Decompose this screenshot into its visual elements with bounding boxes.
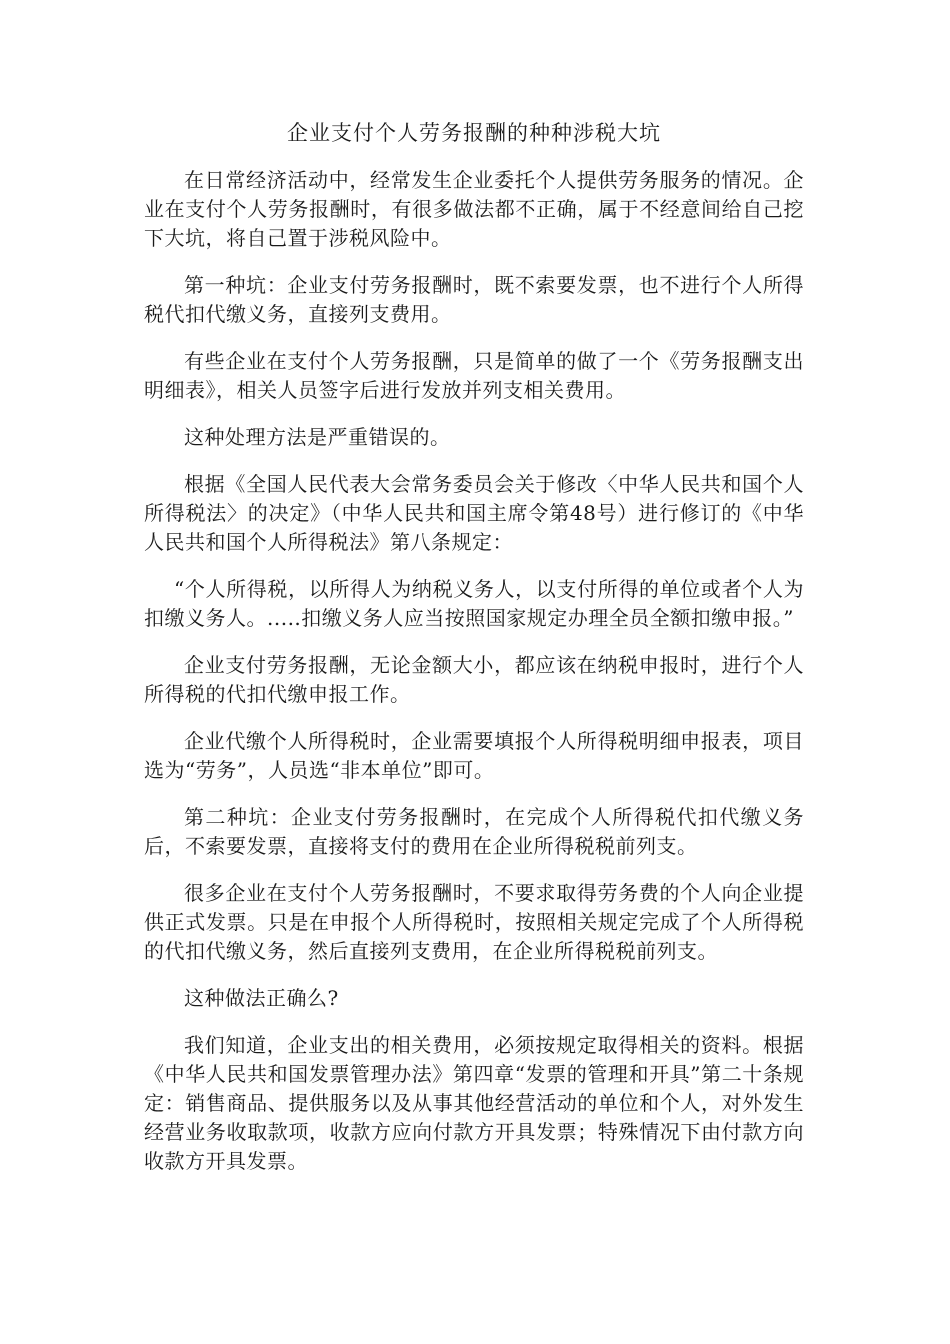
paragraph-question: 这种做法正确么? (184, 986, 339, 1010)
paragraph-declaration-requirement: 企业支付劳务报酬，无论金额大小，都应该在纳税申报时，进行个人所得税的代扣代缴申报工作。 (144, 653, 804, 706)
paragraph-first-pit-verdict: 这种处理方法是严重错误的。 (184, 425, 451, 449)
paragraph-law-reference: 根据《全国人民代表大会常务委员会关于修改〈中华人民共和国个人所得税法〉的决定》（中华人民共和国主席令第48号）进行修订的《中华人民共和国个人所得税法》第八条规定： (144, 472, 804, 554)
paragraph-second-pit: 第二种坑：企业支付劳务报酬时，在完成个人所得税代扣代缴义务后，不索要发票，直接将支付的费用在企业所得税税前列支。 (144, 805, 804, 858)
document-page (144, 118, 804, 1194)
paragraph-second-pit-detail: 很多企业在支付个人劳务报酬时，不要求取得劳务费的个人向企业提供正式发票。只是在申报个人所得税时，按照相关规定完成了个人所得税的代扣代缴义务，然后直接列支费用，在企业所得税税前列支。 (144, 881, 804, 963)
document-title: 企业支付个人劳务报酬的种种涉税大坑 (287, 121, 661, 145)
paragraph-invoice-rule: 我们知道，企业支出的相关费用，必须按规定取得相关的资料。根据《中华人民共和国发票管理办法》第四章“发票的管理和开具”第二十条规定：销售商品、提供服务以及从事其他经营活动的单位和个人，对外发生经营业务收取款项，收款方应向付款方开具发票；特殊情况下由付款方向收款方开具发票。 (144, 1033, 804, 1173)
paragraph-intro: 在日常经济活动中，经常发生企业委托个人提供劳务服务的情况。企业在支付个人劳务报酬时，有很多做法都不正确，属于不经意间给自己挖下大坑，将自己置于涉税风险中。 (144, 168, 804, 250)
paragraph-law-quote: “个人所得税，以所得人为纳税义务人，以支付所得的单位或者个人为扣缴义务人。.....扣缴义务人应当按照国家规定办理全员全额扣缴申报。” (144, 577, 804, 630)
paragraph-declaration-method: 企业代缴个人所得税时，企业需要填报个人所得税明细申报表，项目选为“劳务”，人员选“非本单位”即可。 (144, 729, 804, 782)
paragraph-first-pit-detail: 有些企业在支付个人劳务报酬，只是简单的做了一个《劳务报酬支出明细表》，相关人员签字后进行发放并列支相关费用。 (144, 349, 804, 402)
paragraph-first-pit: 第一种坑：企业支付劳务报酬时，既不索要发票，也不进行个人所得税代扣代缴义务，直接列支费用。 (144, 273, 804, 326)
